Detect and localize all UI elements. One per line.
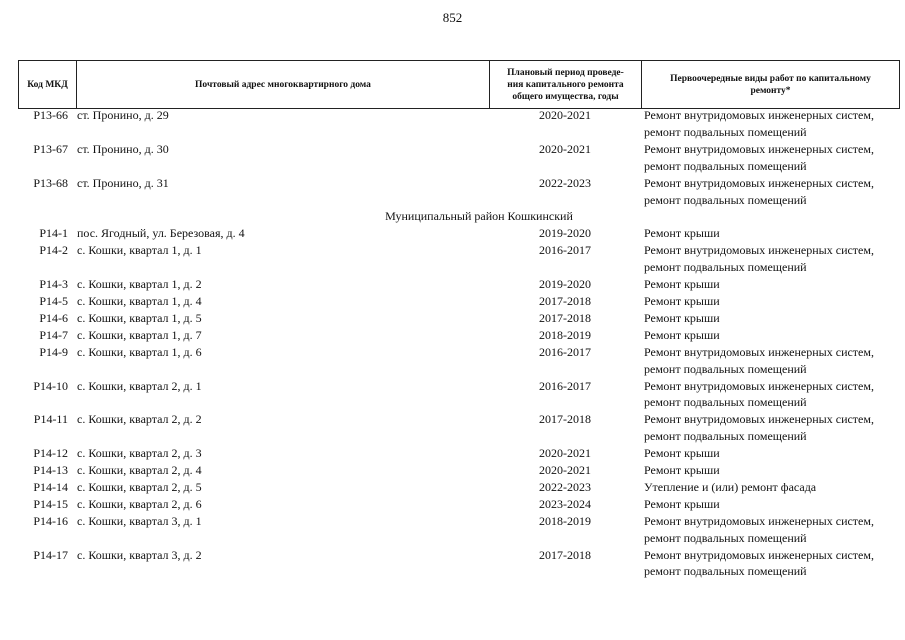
row-works: Ремонт крыши <box>644 446 720 461</box>
row-address: с. Кошки, квартал 2, д. 2 <box>77 412 202 427</box>
row-address: с. Кошки, квартал 2, д. 4 <box>77 463 202 478</box>
row-works: Ремонт внутридомовых инженерных систем, ремонт подвальных помещений <box>644 175 874 207</box>
row-works: Ремонт крыши <box>644 327 720 342</box>
row-address: с. Кошки, квартал 1, д. 7 <box>77 327 202 342</box>
row-period: 2017-2018 <box>539 547 591 562</box>
row-works: Ремонт крыши <box>644 293 720 308</box>
row-code: Р14-9 <box>39 344 68 359</box>
row-works: Ремонт внутридомовых инженерных систем, ремонт подвальных помещений <box>644 513 874 545</box>
row-period: 2020-2021 <box>539 463 591 478</box>
row-period: 2020-2021 <box>539 141 591 156</box>
row-period: 2020-2021 <box>539 108 591 122</box>
row-code: Р14-7 <box>39 327 68 342</box>
table-row <box>18 547 900 581</box>
row-works: Ремонт внутридомовых инженерных систем, ремонт подвальных помещений <box>644 108 874 139</box>
row-works: Ремонт крыши <box>644 496 720 511</box>
table-header <box>18 60 900 109</box>
row-address: с. Кошки, квартал 1, д. 6 <box>77 344 202 359</box>
row-works: Ремонт внутридомовых инженерных систем, ремонт подвальных помещений <box>644 547 874 579</box>
table-row <box>18 462 900 479</box>
row-code: Р14-17 <box>33 547 68 562</box>
row-code: Р14-5 <box>39 293 68 308</box>
table-row <box>18 344 900 378</box>
table-row <box>18 378 900 412</box>
table-row <box>18 141 900 175</box>
row-period: 2018-2019 <box>539 327 591 342</box>
row-code: Р14-1 <box>39 226 68 241</box>
row-address: ст. Пронино, д. 29 <box>77 108 169 122</box>
row-code: Р13-67 <box>33 141 68 156</box>
row-works: Ремонт крыши <box>644 226 720 241</box>
row-works: Ремонт крыши <box>644 277 720 292</box>
row-address: с. Кошки, квартал 1, д. 1 <box>77 243 202 258</box>
row-code: Р14-6 <box>39 310 68 325</box>
page-number: 852 <box>442 10 463 25</box>
row-address: с. Кошки, квартал 1, д. 2 <box>77 277 202 292</box>
row-period: 2019-2020 <box>539 277 591 292</box>
rows-group-after <box>18 225 900 580</box>
row-address: с. Кошки, квартал 2, д. 6 <box>77 496 202 511</box>
table-row <box>18 445 900 462</box>
table-row <box>18 479 900 496</box>
row-period: 2016-2017 <box>539 243 591 258</box>
row-works: Ремонт внутридомовых инженерных систем, ремонт подвальных помещений <box>644 344 874 376</box>
row-address: с. Кошки, квартал 3, д. 1 <box>77 513 202 528</box>
row-address: ст. Пронино, д. 31 <box>77 175 169 190</box>
row-works: Ремонт внутридомовых инженерных систем, ремонт подвальных помещений <box>644 412 874 444</box>
row-period: 2023-2024 <box>539 496 591 511</box>
row-period: 2017-2018 <box>539 310 591 325</box>
rows-group-before <box>18 107 900 208</box>
table-row <box>18 276 900 293</box>
header-works: Первоочередные виды работ по капитальному ремонту* <box>641 61 900 108</box>
table-row <box>18 496 900 513</box>
row-code: Р14-11 <box>33 412 68 427</box>
row-code: Р14-15 <box>33 496 68 511</box>
row-works: Ремонт крыши <box>644 310 720 325</box>
row-address: с. Кошки, квартал 1, д. 4 <box>77 293 202 308</box>
row-code: Р14-3 <box>39 277 68 292</box>
section-title: Муниципальный район Кошкинский <box>385 209 573 224</box>
row-address: с. Кошки, квартал 3, д. 2 <box>77 547 202 562</box>
row-period: 2017-2018 <box>539 293 591 308</box>
row-code: Р14-2 <box>39 243 68 258</box>
row-code: Р14-16 <box>33 513 68 528</box>
row-works: Ремонт внутридомовых инженерных систем, ремонт подвальных помещений <box>644 243 874 275</box>
table-row <box>18 175 900 209</box>
row-period: 2022-2023 <box>539 175 591 190</box>
table-row <box>18 242 900 276</box>
table-row <box>18 327 900 344</box>
table-row <box>18 411 900 445</box>
table-row <box>18 513 900 547</box>
table-row <box>18 310 900 327</box>
row-address: ст. Пронино, д. 30 <box>77 141 169 156</box>
row-code: Р13-68 <box>33 175 68 190</box>
row-code: Р14-14 <box>33 479 68 494</box>
table-row <box>18 293 900 310</box>
row-address: с. Кошки, квартал 1, д. 5 <box>77 310 202 325</box>
row-code: Р14-10 <box>33 378 68 393</box>
header-address: Почтовый адрес многоквартирного дома <box>76 61 489 108</box>
header-period: Плановый период проведе- ния капитального ремонта общего имущества, годы <box>489 61 641 108</box>
row-works: Ремонт внутридомовых инженерных систем, ремонт подвальных помещений <box>644 378 874 410</box>
row-code: Р14-13 <box>33 463 68 478</box>
row-period: 2016-2017 <box>539 344 591 359</box>
row-works: Ремонт крыши <box>644 463 720 478</box>
row-works: Ремонт внутридомовых инженерных систем, ремонт подвальных помещений <box>644 141 874 173</box>
row-address: пос. Ягодный, ул. Березовая, д. 4 <box>77 226 245 241</box>
row-code: Р13-66 <box>33 108 68 122</box>
header-code: Код МКД <box>18 61 76 108</box>
row-period: 2018-2019 <box>539 513 591 528</box>
row-address: с. Кошки, квартал 2, д. 3 <box>77 446 202 461</box>
row-period: 2016-2017 <box>539 378 591 393</box>
row-period: 2022-2023 <box>539 479 591 494</box>
row-period: 2019-2020 <box>539 226 591 241</box>
row-code: Р14-12 <box>33 446 68 461</box>
table-row <box>18 107 900 141</box>
table-body <box>18 107 900 580</box>
row-period: 2020-2021 <box>539 446 591 461</box>
row-period: 2017-2018 <box>539 412 591 427</box>
table-row <box>18 225 900 242</box>
row-address: с. Кошки, квартал 2, д. 5 <box>77 479 202 494</box>
row-works: Утепление и (или) ремонт фасада <box>644 479 817 494</box>
row-address: с. Кошки, квартал 2, д. 1 <box>77 378 202 393</box>
